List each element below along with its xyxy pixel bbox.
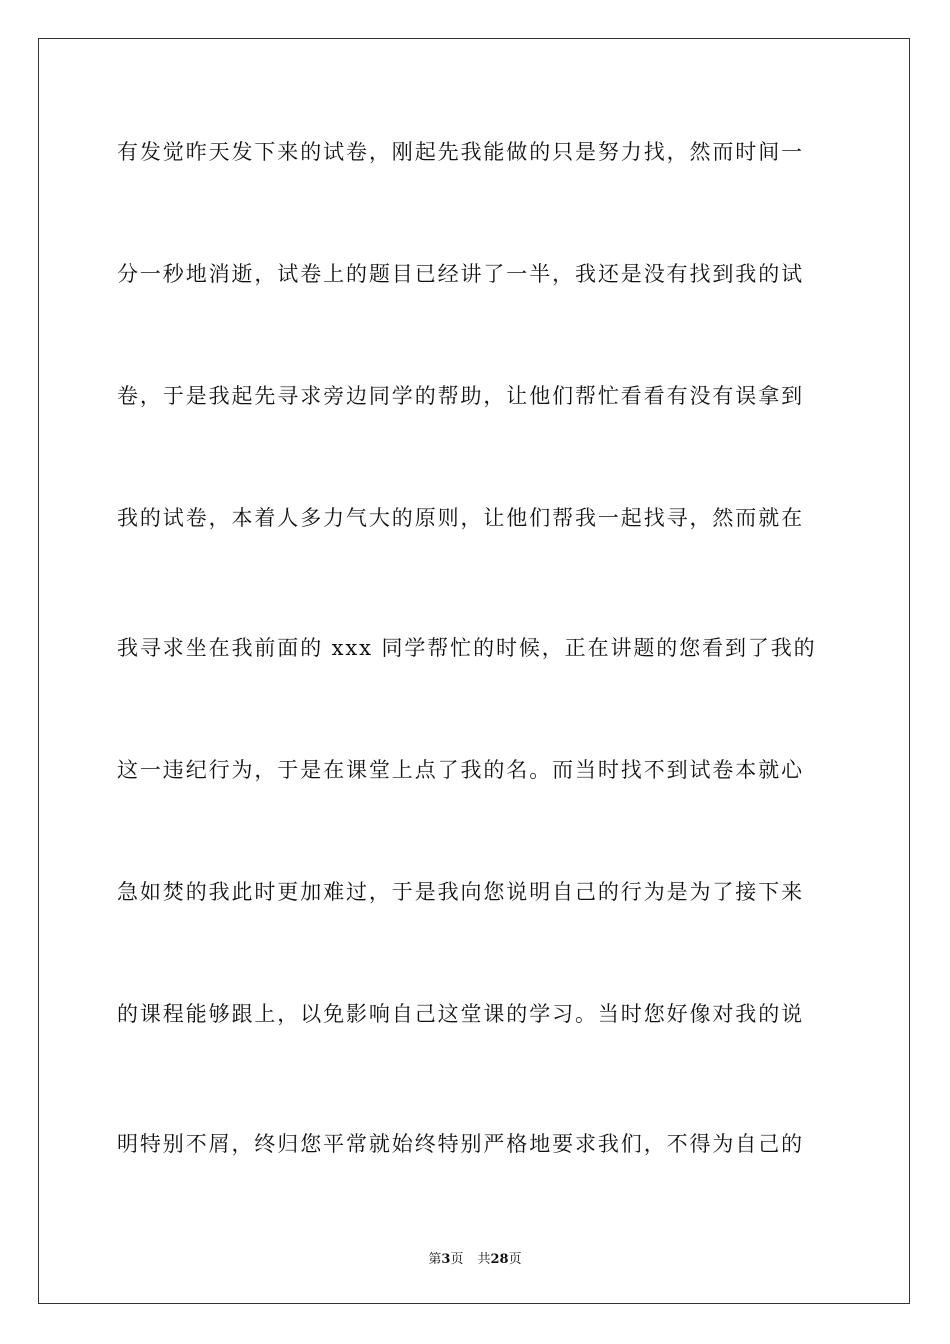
body-text-line: 明特别不屑，终归您平常就始终特别严格地要求我们，不得为自己的 (117, 1132, 804, 1156)
page-border (38, 38, 910, 1304)
body-text-line: 卷，于是我起先寻求旁边同学的帮助，让他们帮忙看看有没有误拿到 (117, 384, 804, 408)
page-footer (0, 1248, 950, 1267)
body-text-line: 的课程能够跟上，以免影响自己这堂课的学习。当时您好像对我的说 (117, 1002, 804, 1026)
body-text-line: 我的试卷，本着人多力气大的原则，让他们帮我一起找寻，然而就在 (117, 506, 804, 530)
page-number: 3 (441, 1252, 451, 1267)
body-text-line: 有发觉昨天发下来的试卷，刚起先我能做的只是努力找，然而时间一 (117, 140, 804, 164)
body-text-line: 这一违纪行为，于是在课堂上点了我的名。而当时找不到试卷本就心 (117, 758, 804, 782)
body-text-line: 分一秒地消逝，试卷上的题目已经讲了一半，我还是没有找到我的试 (117, 262, 804, 286)
body-text-line: 急如焚的我此时更加难过，于是我向您说明自己的行为是为了接下来 (117, 880, 804, 904)
total-pages: 28 (490, 1252, 509, 1267)
body-text-line: 我寻求坐在我前面的 xxx 同学帮忙的时候，正在讲题的您看到了我的 (117, 636, 817, 660)
total-suffix: 页 (508, 1252, 522, 1267)
page-prefix: 第 (428, 1252, 442, 1267)
total-prefix: 共 (477, 1252, 491, 1267)
page-suffix: 页 (450, 1252, 464, 1267)
